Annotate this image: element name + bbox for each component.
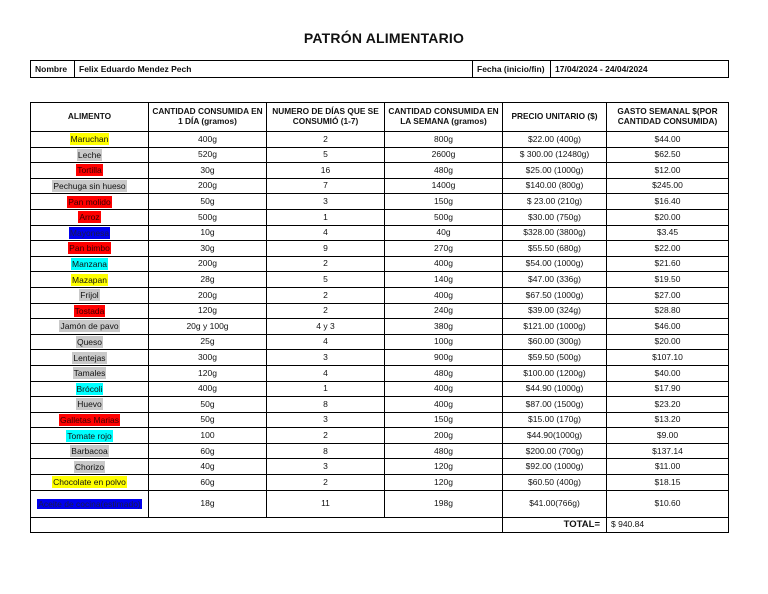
weekly-amount-cell[interactable]: 150g — [385, 194, 503, 210]
food-cell[interactable] — [31, 178, 149, 194]
unit-price-cell[interactable]: $54.00 (1000g) — [503, 256, 607, 272]
weekly-amount-cell[interactable]: 120g — [385, 475, 503, 491]
food-cell[interactable] — [31, 475, 149, 491]
daily-amount-cell[interactable]: 400g — [149, 381, 267, 397]
daily-amount-cell[interactable]: 400g — [149, 132, 267, 148]
table-row — [31, 475, 729, 491]
daily-amount-cell[interactable]: 30g — [149, 163, 267, 179]
food-name: Leche — [77, 149, 102, 160]
unit-price-cell[interactable]: $87.00 (1500g) — [503, 397, 607, 413]
date-value[interactable]: 17/04/2024 - 24/04/2024 — [551, 61, 729, 78]
page-title: PATRÓN ALIMENTARIO — [303, 30, 465, 46]
header-dias: NUMERO DE DÍAS QUE SE CONSUMIÓ (1-7) — [267, 103, 385, 132]
unit-price-cell[interactable]: $22.00 (400g) — [503, 132, 607, 148]
weekly-cost-cell[interactable]: $19.50 — [607, 272, 729, 288]
food-name: Mazapan — [72, 274, 107, 285]
days-cell[interactable]: 2 — [267, 287, 385, 303]
weekly-cost-cell[interactable]: $22.00 — [607, 241, 729, 257]
table-row — [31, 287, 729, 303]
weekly-amount-cell[interactable]: 198g — [385, 490, 503, 517]
daily-amount-cell[interactable]: 120g — [149, 365, 267, 381]
food-name: Frijol — [80, 290, 99, 301]
days-cell[interactable]: 4 — [267, 365, 385, 381]
days-cell[interactable]: 4 — [267, 334, 385, 350]
unit-price-cell[interactable]: $60.00 (300g) — [503, 334, 607, 350]
unit-price-cell[interactable]: $44.90 (1000g) — [503, 381, 607, 397]
weekly-cost-cell[interactable]: $46.00 — [607, 319, 729, 335]
weekly-amount-cell[interactable]: 380g — [385, 319, 503, 335]
daily-amount-cell[interactable]: 200g — [149, 178, 267, 194]
days-cell[interactable]: 5 — [267, 272, 385, 288]
food-cell[interactable] — [31, 412, 149, 428]
table-row — [31, 147, 729, 163]
food-name: Jamón de pavo — [60, 321, 119, 332]
food-name: Tortilla — [77, 165, 102, 176]
daily-amount-cell[interactable]: 10g — [149, 225, 267, 241]
weekly-cost-cell[interactable]: $245.00 — [607, 178, 729, 194]
total-value[interactable]: $ 940.84 — [607, 517, 729, 533]
weekly-amount-cell[interactable]: 100g — [385, 334, 503, 350]
daily-amount-cell[interactable]: 50g — [149, 397, 267, 413]
table-row — [31, 272, 729, 288]
weekly-cost-cell[interactable]: $62.50 — [607, 147, 729, 163]
table-row — [31, 428, 729, 444]
header-gasto: GASTO SEMANAL $(POR CANTIDAD CONSUMIDA) — [607, 103, 729, 132]
table-row — [31, 163, 729, 179]
weekly-amount-cell[interactable]: 800g — [385, 132, 503, 148]
weekly-cost-cell[interactable]: $44.00 — [607, 132, 729, 148]
food-name: Huevo — [77, 399, 102, 410]
food-name: Tostada — [74, 305, 105, 316]
food-cell[interactable] — [31, 147, 149, 163]
weekly-amount-cell[interactable]: 400g — [385, 256, 503, 272]
weekly-amount-cell[interactable]: 900g — [385, 350, 503, 366]
unit-price-cell[interactable]: $92.00 (1000g) — [503, 459, 607, 475]
unit-price-cell[interactable]: $59.50 (500g) — [503, 350, 607, 366]
food-cell[interactable] — [31, 365, 149, 381]
weekly-cost-cell[interactable]: $20.00 — [607, 209, 729, 225]
weekly-cost-cell[interactable]: $107.10 — [607, 350, 729, 366]
food-cell[interactable] — [31, 443, 149, 459]
name-label: Nombre — [31, 61, 75, 78]
food-name: Chocolate en polvo — [53, 477, 126, 488]
unit-price-cell[interactable]: $ 300.00 (12480g) — [503, 147, 607, 163]
unit-price-cell[interactable]: $39.00 (324g) — [503, 303, 607, 319]
food-cell[interactable] — [31, 319, 149, 335]
table-row — [31, 194, 729, 210]
weekly-cost-cell[interactable]: $18.15 — [607, 475, 729, 491]
weekly-cost-cell[interactable]: $20.00 — [607, 334, 729, 350]
days-cell[interactable]: 4 y 3 — [267, 319, 385, 335]
unit-price-cell[interactable]: $25.00 (1000g) — [503, 163, 607, 179]
table-row — [31, 490, 729, 517]
food-name: Queso — [76, 337, 103, 348]
daily-amount-cell[interactable]: 120g — [149, 303, 267, 319]
food-cell[interactable] — [31, 241, 149, 257]
weekly-cost-cell[interactable]: $40.00 — [607, 365, 729, 381]
weekly-amount-cell[interactable]: 480g — [385, 443, 503, 459]
table-row — [31, 319, 729, 335]
table-row — [31, 350, 729, 366]
food-name: Tamales — [73, 368, 106, 379]
days-cell[interactable]: 2 — [267, 256, 385, 272]
food-name: Pechuga sin hueso — [53, 181, 126, 192]
unit-price-cell[interactable]: $15.00 (170g) — [503, 412, 607, 428]
food-name: Pan bimbo — [69, 243, 110, 254]
weekly-cost-cell[interactable]: $27.00 — [607, 287, 729, 303]
table-row — [31, 397, 729, 413]
total-label: TOTAL= — [503, 517, 607, 533]
weekly-cost-cell[interactable]: $12.00 — [607, 163, 729, 179]
daily-amount-cell[interactable]: 25g — [149, 334, 267, 350]
days-cell[interactable]: 3 — [267, 412, 385, 428]
days-cell[interactable]: 8 — [267, 443, 385, 459]
food-name: Galletas Marias — [59, 414, 120, 425]
daily-amount-cell[interactable]: 100 — [149, 428, 267, 444]
header-cantidad-dia: CANTIDAD CONSUMIDA EN 1 DÍA (gramos) — [149, 103, 267, 132]
weekly-amount-cell[interactable]: 2600g — [385, 147, 503, 163]
weekly-cost-cell[interactable]: $17.90 — [607, 381, 729, 397]
food-cell[interactable] — [31, 225, 149, 241]
days-cell[interactable]: 3 — [267, 350, 385, 366]
unit-price-cell[interactable]: $328.00 (3800g) — [503, 225, 607, 241]
days-cell[interactable]: 5 — [267, 147, 385, 163]
food-table — [30, 102, 729, 533]
food-cell[interactable] — [31, 303, 149, 319]
daily-amount-cell[interactable]: 18g — [149, 490, 267, 517]
food-cell[interactable] — [31, 334, 149, 350]
daily-amount-cell[interactable]: 200g — [149, 287, 267, 303]
weekly-cost-cell[interactable]: $10.60 — [607, 490, 729, 517]
weekly-cost-cell[interactable]: $23.20 — [607, 397, 729, 413]
header-alimento: ALIMENTO — [31, 103, 149, 132]
food-name: Barbacoa — [71, 446, 108, 457]
days-cell[interactable]: 11 — [267, 490, 385, 517]
weekly-amount-cell[interactable]: 500g — [385, 209, 503, 225]
weekly-cost-cell[interactable]: $28.80 — [607, 303, 729, 319]
header-precio: PRECIO UNITARIO ($) — [503, 103, 607, 132]
days-cell[interactable]: 2 — [267, 475, 385, 491]
header-cantidad-semana: CANTIDAD CONSUMIDA EN LA SEMANA (gramos) — [385, 103, 503, 132]
table-row — [31, 225, 729, 241]
weekly-amount-cell[interactable]: 200g — [385, 428, 503, 444]
days-cell[interactable]: 4 — [267, 225, 385, 241]
daily-amount-cell[interactable]: 50g — [149, 412, 267, 428]
food-cell[interactable] — [31, 428, 149, 444]
food-name: Manzana — [72, 259, 107, 270]
daily-amount-cell[interactable]: 20g y 100g — [149, 319, 267, 335]
unit-price-cell[interactable]: $67.50 (1000g) — [503, 287, 607, 303]
daily-amount-cell[interactable]: 300g — [149, 350, 267, 366]
food-cell[interactable] — [31, 459, 149, 475]
food-name: Tomate rojo — [67, 430, 112, 441]
weekly-amount-cell[interactable]: 140g — [385, 272, 503, 288]
unit-price-cell[interactable]: $55.50 (680g) — [503, 241, 607, 257]
daily-amount-cell[interactable]: 520g — [149, 147, 267, 163]
food-name: Arroz — [79, 212, 100, 223]
weekly-cost-cell[interactable]: $13.20 — [607, 412, 729, 428]
daily-amount-cell[interactable]: 60g — [149, 475, 267, 491]
total-row — [31, 517, 729, 533]
food-cell[interactable] — [31, 381, 149, 397]
table-row — [31, 209, 729, 225]
weekly-amount-cell[interactable]: 400g — [385, 397, 503, 413]
food-cell[interactable] — [31, 209, 149, 225]
unit-price-cell[interactable]: $ 23.00 (210g) — [503, 194, 607, 210]
info-table — [30, 60, 729, 78]
table-row — [31, 459, 729, 475]
food-name: Mayonesa — [69, 227, 110, 238]
table-row — [31, 256, 729, 272]
table-row — [31, 334, 729, 350]
food-cell[interactable] — [31, 132, 149, 148]
table-row — [31, 241, 729, 257]
weekly-cost-cell[interactable]: $11.00 — [607, 459, 729, 475]
days-cell[interactable]: 16 — [267, 163, 385, 179]
weekly-cost-cell[interactable]: $9.00 — [607, 428, 729, 444]
days-cell[interactable]: 9 — [267, 241, 385, 257]
food-cell[interactable] — [31, 350, 149, 366]
food-cell[interactable] — [31, 397, 149, 413]
weekly-amount-cell[interactable]: 400g — [385, 381, 503, 397]
weekly-amount-cell[interactable]: 150g — [385, 412, 503, 428]
daily-amount-cell[interactable]: 30g — [149, 241, 267, 257]
weekly-amount-cell[interactable]: 40g — [385, 225, 503, 241]
food-name: Maruchan — [70, 134, 109, 145]
unit-price-cell[interactable]: $41.00(766g) — [503, 490, 607, 517]
days-cell[interactable]: 7 — [267, 178, 385, 194]
food-cell[interactable] — [31, 490, 149, 517]
unit-price-cell[interactable]: $47.00 (336g) — [503, 272, 607, 288]
table-header-row — [31, 103, 729, 132]
unit-price-cell[interactable]: $100.00 (1200g) — [503, 365, 607, 381]
daily-amount-cell[interactable]: 28g — [149, 272, 267, 288]
food-name: Chorizo — [74, 461, 105, 472]
days-cell[interactable]: 2 — [267, 428, 385, 444]
date-label: Fecha (inicio/fin) — [473, 61, 551, 78]
food-name: Pan molido — [68, 196, 111, 207]
weekly-cost-cell[interactable]: $137.14 — [607, 443, 729, 459]
table-row — [31, 381, 729, 397]
days-cell[interactable]: 3 — [267, 194, 385, 210]
food-name: Brócoli — [76, 383, 103, 394]
daily-amount-cell[interactable]: 500g — [149, 209, 267, 225]
unit-price-cell[interactable]: $44.90(1000g) — [503, 428, 607, 444]
unit-price-cell[interactable]: $140.00 (800g) — [503, 178, 607, 194]
daily-amount-cell[interactable]: 60g — [149, 443, 267, 459]
weekly-amount-cell[interactable]: 400g — [385, 287, 503, 303]
table-row — [31, 303, 729, 319]
food-cell[interactable] — [31, 194, 149, 210]
name-value[interactable]: Felix Eduardo Mendez Pech — [75, 61, 473, 78]
table-row — [31, 443, 729, 459]
weekly-cost-cell[interactable]: $21.60 — [607, 256, 729, 272]
food-name: Lentejas — [73, 352, 106, 363]
days-cell[interactable]: 3 — [267, 459, 385, 475]
days-cell[interactable]: 1 — [267, 381, 385, 397]
weekly-amount-cell[interactable]: 480g — [385, 163, 503, 179]
food-cell[interactable] — [31, 272, 149, 288]
food-cell[interactable] — [31, 256, 149, 272]
unit-price-cell[interactable]: $60.50 (400g) — [503, 475, 607, 491]
daily-amount-cell[interactable]: 200g — [149, 256, 267, 272]
daily-amount-cell[interactable]: 40g — [149, 459, 267, 475]
weekly-amount-cell[interactable]: 1400g — [385, 178, 503, 194]
weekly-amount-cell[interactable]: 270g — [385, 241, 503, 257]
food-cell[interactable] — [31, 287, 149, 303]
food-cell[interactable] — [31, 163, 149, 179]
days-cell[interactable]: 8 — [267, 397, 385, 413]
table-row — [31, 178, 729, 194]
days-cell[interactable]: 2 — [267, 303, 385, 319]
unit-price-cell[interactable]: $30.00 (750g) — [503, 209, 607, 225]
unit-price-cell[interactable]: $121.00 (1000g) — [503, 319, 607, 335]
weekly-cost-cell[interactable]: $16.40 — [607, 194, 729, 210]
table-row — [31, 132, 729, 148]
table-row — [31, 412, 729, 428]
days-cell[interactable]: 2 — [267, 132, 385, 148]
weekly-cost-cell[interactable]: $3.45 — [607, 225, 729, 241]
daily-amount-cell[interactable]: 50g — [149, 194, 267, 210]
weekly-amount-cell[interactable]: 480g — [385, 365, 503, 381]
weekly-amount-cell[interactable]: 120g — [385, 459, 503, 475]
days-cell[interactable]: 1 — [267, 209, 385, 225]
food-name: Aceite de cocina(estimado) — [38, 498, 141, 509]
weekly-amount-cell[interactable]: 240g — [385, 303, 503, 319]
unit-price-cell[interactable]: $200.00 (700g) — [503, 443, 607, 459]
table-row — [31, 365, 729, 381]
